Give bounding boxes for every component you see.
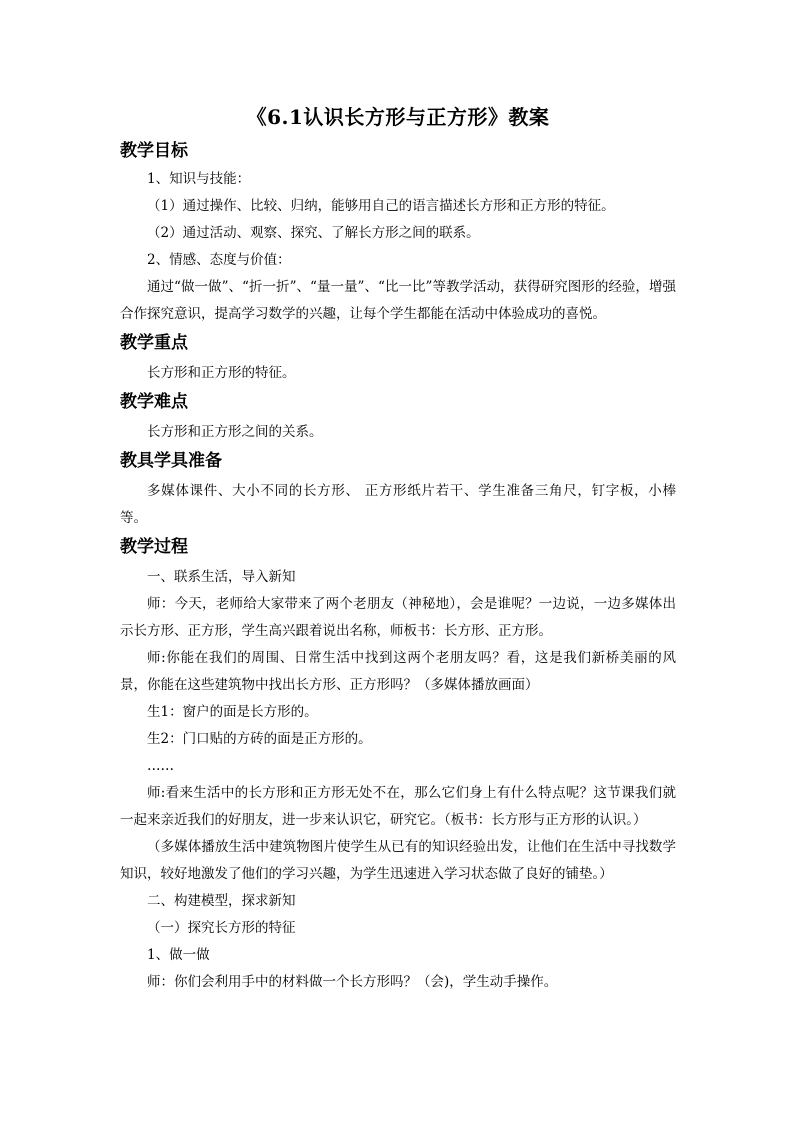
goals-line-1: 1、知识与技能： xyxy=(147,171,251,187)
section-materials xyxy=(120,446,676,532)
process-line-2: 师：今天，老师给大家带来了两个老朋友（神秘地），会是谁呢？一边说，一边多媒体出示长方形、正方形，学生高兴跟着说出名称，师板书：长方形、正方形。 xyxy=(120,596,676,639)
key-points-line-1: 长方形和正方形的特征。 xyxy=(147,365,296,381)
goals-line-3: （2）通过活动、观察、探究、了解长方形之间的联系。 xyxy=(147,225,480,241)
section-heading-goals: 教学目标 xyxy=(120,141,188,161)
process-line-3: 师:你能在我们的周围、日常生活中找到这两个老朋友吗？看，这是我们新桥美丽的风景，你能在这些建筑物中找出长方形、正方形吗？（多媒体播放画面） xyxy=(120,650,676,693)
process-line-1: 一、联系生活，导入新知 xyxy=(147,569,296,585)
document-page xyxy=(120,100,676,996)
goals-line-4: 2、情感、态度与价值： xyxy=(147,252,291,268)
section-heading-key-points: 教学重点 xyxy=(120,333,188,353)
goals-line-2: （1）通过操作、比较、归纳，能够用自己的语言描述长方形和正方形的特征。 xyxy=(147,198,615,214)
document-title: 《6.1认识长方形与正方形》教案 xyxy=(246,105,550,129)
goals-line-5: 通过“做一做”、“折一折”、“量一量”、“比一比”等教学活动，获得研究图形的经验，增强合作探究意识，提高学习数学的兴趣，让每个学生都能在活动中体验成功的喜悦。 xyxy=(120,279,676,322)
section-teaching-goals xyxy=(120,136,676,328)
section-difficulties xyxy=(120,387,676,446)
process-line-4: 生1：窗户的面是长方形的。 xyxy=(147,704,318,720)
process-line-10: （一）探究长方形的特征 xyxy=(147,920,296,936)
difficulties-line-1: 长方形和正方形之间的关系。 xyxy=(147,424,323,440)
process-line-9: 二、构建模型，探求新知 xyxy=(147,893,296,909)
process-line-11: 1、做一做 xyxy=(147,947,210,963)
section-heading-difficulties: 教学难点 xyxy=(120,392,188,412)
process-line-5: 生2：门口贴的方砖的面是正方形的。 xyxy=(147,731,372,747)
materials-line-1: 多媒体课件、大小不同的长方形、 正方形纸片若干、学生准备三角尺，钉字板，小棒等。 xyxy=(120,483,676,526)
section-key-points xyxy=(120,328,676,387)
process-line-8: （多媒体播放生活中建筑物图片使学生从已有的知识经验出发，让他们在生活中寻找数学知识，较好地激发了他们的学习兴趣，为学生迅速进入学习状态做了良好的铺垫。） xyxy=(120,839,676,882)
section-process xyxy=(120,532,676,996)
section-heading-process: 教学过程 xyxy=(120,537,188,557)
process-line-7: 师:看来生活中的长方形和正方形无处不在，那么它们身上有什么特点呢？这节课我们就一起来亲近我们的好朋友，进一步来认识它，研究它。（板书：长方形与正方形的认识。） xyxy=(120,785,676,828)
process-line-12: 师：你们会利用手中的材料做一个长方形吗？（会)，学生动手操作。 xyxy=(147,974,558,990)
process-line-6: …… xyxy=(147,758,174,774)
section-heading-materials: 教具学具准备 xyxy=(120,451,222,471)
